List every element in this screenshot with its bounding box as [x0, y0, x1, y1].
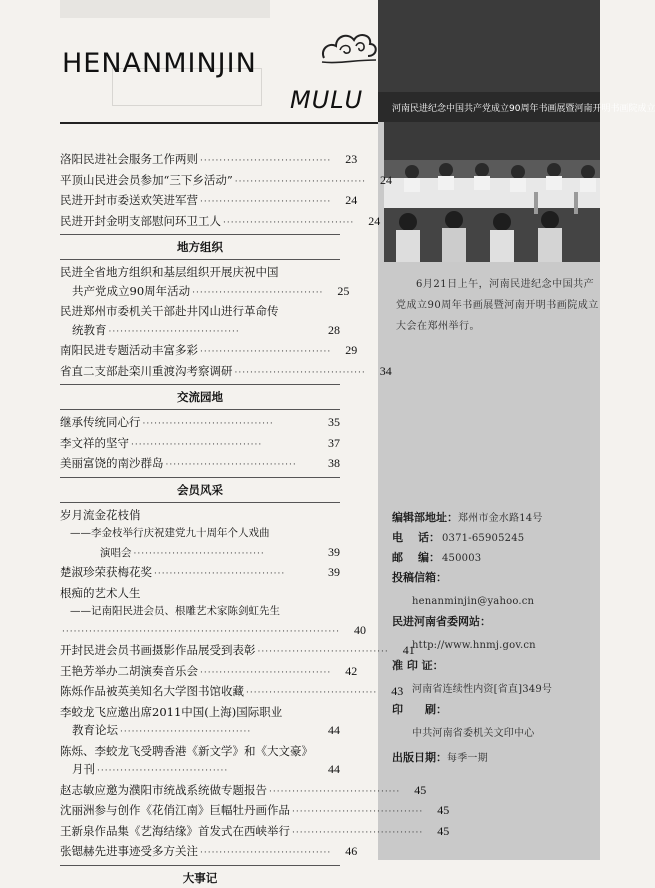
toc-leader-dots: ········································································ — [62, 626, 340, 637]
toc-leader-dots: ·································· — [292, 827, 424, 838]
phone-label: 电 — [392, 531, 403, 544]
section-rule — [60, 384, 340, 385]
toc-entry-title: 民进开封金明支部慰问环卫工人 — [60, 213, 221, 228]
toc-entry[interactable] — [60, 662, 358, 683]
toc-entry[interactable] — [60, 263, 350, 302]
section-rule — [60, 259, 340, 260]
toc-entry-title: 平顶山民进会员参加“三下乡活动” — [60, 172, 233, 187]
postcode-label: 邮 — [392, 551, 403, 564]
section-heading-local-orgs: 地方组织 — [177, 240, 223, 254]
postcode-value: 450003 — [442, 553, 482, 564]
toc-entry[interactable] — [60, 341, 358, 362]
toc-entry-title: 南阳民进专题活动丰富多彩 — [60, 343, 198, 357]
toc-entry-title: 开封民进会员书画摄影作品展受到表彰 — [60, 643, 256, 657]
toc-entry[interactable] — [60, 150, 358, 171]
toc-entry-title: 民进开封市委送欢笑进军营 — [60, 193, 198, 207]
toc-entry-title: 沈丽洲参与创作《花俏江南》巨幅牡丹画作品 — [60, 803, 290, 817]
toc-entry-title: 楚淑珍荣获梅花奖 — [60, 565, 152, 579]
toc-entry-title: 根痴的艺术人生 — [60, 585, 141, 600]
toc-entry-title-cont: 共产党成立90周年活动 — [72, 283, 191, 298]
toc-entry[interactable] — [60, 584, 366, 642]
event-photo — [384, 122, 600, 262]
toc-entry-title: 洛阳民进社会服务工作两则 — [60, 152, 198, 166]
toc-entry-page: 45 — [437, 823, 450, 838]
toc-entry[interactable] — [60, 362, 392, 383]
section-heading-exchange: 交流园地 — [177, 390, 223, 404]
website-value-row — [392, 636, 597, 656]
toc-entry-title: 继承传统同心行 — [60, 415, 141, 429]
toc-entry-title: 李文祥的坚守 — [60, 435, 129, 450]
toc-entry-title-cont: 月刊 — [72, 762, 95, 776]
toc-entry-title: 陈烁、李蛟龙飞受聘香港《新文学》和《大文豪》 — [60, 743, 313, 758]
section-rule — [60, 865, 340, 866]
toc-entry-page: 44 — [328, 762, 340, 776]
toc-leader-dots: ·································· — [200, 667, 332, 678]
section-rule — [60, 477, 340, 478]
printer-label-row — [392, 700, 597, 720]
toc-entry[interactable] — [60, 842, 358, 863]
toc-entry-page: 44 — [328, 723, 340, 737]
photo-caption: 6月21日上午，河南民进纪念中国共产党成立90周年书画展暨河南开明书画院成立大会在郑州举行。 — [396, 279, 599, 332]
printer-label: 印 刷： — [392, 703, 447, 716]
website-label: 民进河南省委网站： — [392, 615, 491, 628]
toc-entry[interactable] — [60, 822, 450, 843]
toc-entry[interactable] — [60, 682, 404, 703]
toc-entry-page: 29 — [345, 343, 358, 357]
toc-entry[interactable] — [60, 563, 340, 584]
toc-entry-title-cont: 教育论坛 — [72, 723, 118, 737]
toc-entry-page: 24 — [368, 213, 381, 228]
header — [0, 0, 378, 140]
toc-entry-page: 23 — [345, 152, 358, 166]
toc-leader-dots: ·································· — [154, 569, 286, 579]
toc-entry[interactable] — [60, 171, 393, 192]
toc-leader-dots: ·································· — [142, 419, 274, 429]
magazine-title: HENANMINJIN — [62, 48, 257, 79]
license-value-row — [392, 680, 597, 700]
toc-entry-page: 38 — [328, 456, 340, 470]
email-label-row — [392, 568, 597, 588]
license-label-row — [392, 656, 597, 676]
toc-entry[interactable] — [60, 742, 340, 781]
cloud-emblem-icon — [318, 24, 380, 72]
website-label-row — [392, 612, 597, 632]
toc-entry-title: 赵志敏应邀为濮阳市统战系统做专题报告 — [60, 782, 267, 797]
toc-entry[interactable] — [60, 434, 340, 455]
toc-leader-dots: ·································· — [200, 347, 332, 357]
toc-entry-page: 40 — [353, 622, 366, 637]
toc-entry-subtitle-cont: 演唱会 — [100, 546, 132, 559]
email-label: 投稿信箱： — [392, 571, 447, 584]
toc-label: MULU — [290, 86, 364, 114]
license-label: 准 印 证： — [392, 659, 444, 672]
toc-leader-dots: ·································· — [120, 727, 252, 737]
toc-entry-page: 24 — [345, 193, 358, 207]
toc-entry-title: 民进全省地方组织和基层组织开展庆祝中国 — [60, 265, 279, 279]
toc-entry-title: 王新泉作品集《艺海结缘》首发式在西峡举行 — [60, 823, 290, 838]
photo-title-bar — [378, 92, 655, 122]
email-value: henanminjin@yahoo.cn — [412, 596, 535, 607]
date-value: 每季一期 — [447, 753, 488, 764]
toc-entry-title: 省直二支部赴栾川重渡沟考察调研 — [60, 363, 233, 378]
toc-entry[interactable] — [60, 191, 358, 212]
toc-entry[interactable] — [60, 302, 340, 341]
toc-entry-title: 岁月流金花枝俏 — [60, 507, 141, 522]
printer-value-row — [392, 724, 597, 744]
toc-entry-page: 43 — [391, 684, 404, 698]
header-rule — [60, 122, 378, 124]
right-panel-top — [378, 0, 600, 92]
photo-title: 河南民进纪念中国共产党成立90周年书画展暨河南开明书画院成立 — [392, 103, 655, 114]
event-photo-image — [384, 122, 600, 262]
toc-entry[interactable] — [60, 454, 340, 475]
section-rule — [60, 409, 340, 410]
toc-entry-page: 41 — [402, 643, 415, 657]
toc-leader-dots: ·································· — [269, 786, 401, 797]
section-heading-members: 会员风采 — [177, 482, 223, 497]
toc-leader-dots: ·································· — [257, 647, 389, 657]
license-value: 河南省连续性内资[省直]349号 — [412, 684, 553, 695]
toc-leader-dots: ·································· — [234, 176, 367, 187]
address-value: 郑州市金水路14号 — [458, 513, 543, 524]
toc-leader-dots: ·································· — [192, 287, 324, 298]
toc-leader-dots: ·································· — [200, 197, 332, 207]
toc-entry-title-cont: 统教育 — [72, 322, 107, 337]
toc-entry-page: 25 — [337, 283, 350, 298]
address-label: 编辑部地址： — [392, 511, 458, 524]
toc-entry[interactable] — [60, 413, 340, 434]
toc-entry-title: 美丽富饶的南沙群岛 — [60, 456, 164, 470]
toc-entry-page: 45 — [414, 782, 427, 797]
phone-label-2: 话： — [418, 531, 440, 544]
address-row — [392, 508, 597, 528]
toc-entry[interactable] — [60, 212, 381, 233]
toc-entry-page: 39 — [328, 565, 340, 579]
toc-entry[interactable] — [60, 703, 340, 742]
toc-entry-title: 李蛟龙飞应邀出席2011中国(上海)国际职业 — [60, 704, 283, 719]
toc-leader-dots: ·································· — [108, 326, 240, 337]
toc-entry-subtitle: ——记南阳民进会员、根雕艺术家陈剑虹先生 — [70, 605, 280, 617]
toc-leader-dots: ·································· — [234, 367, 366, 378]
toc-entry-page: 46 — [345, 844, 358, 858]
phone-value: 0371-65905245 — [442, 533, 525, 544]
toc-entry-page: 34 — [379, 363, 392, 378]
toc-leader-dots: ·································· — [200, 156, 332, 166]
toc-leader-dots: ·································· — [165, 460, 297, 470]
email-value-row — [392, 592, 597, 612]
printer-value: 中共河南省委机关文印中心 — [412, 728, 535, 739]
toc-entry[interactable] — [60, 801, 450, 822]
toc-entry[interactable] — [60, 506, 340, 564]
toc-entry-page: 28 — [328, 322, 340, 337]
toc-leader-dots: ·································· — [292, 807, 424, 817]
toc-entry-page: 35 — [328, 415, 340, 429]
toc-leader-dots: ·································· — [246, 688, 378, 698]
toc-entry-title: 陈烁作品被英美知名大学图书馆收藏 — [60, 684, 244, 698]
toc-leader-dots: ·································· — [133, 548, 265, 559]
phone-row — [392, 528, 597, 548]
toc-entry[interactable] — [60, 781, 427, 802]
contact-info — [392, 508, 597, 768]
toc-entry[interactable] — [60, 641, 415, 662]
toc-entry-subtitle: ——李金枝举行庆祝建党九十周年个人戏曲 — [70, 527, 270, 539]
section-heading-events: 大事记 — [182, 870, 218, 885]
date-label: 出版日期： — [392, 751, 447, 764]
toc-leader-dots: ·································· — [200, 848, 332, 858]
website-value: http://www.hnmj.gov.cn — [412, 640, 536, 651]
postcode-label-2: 编： — [418, 551, 440, 564]
toc-leader-dots: ·································· — [97, 766, 229, 776]
toc-entry-title: 民进郑州市委机关干部赴井冈山进行革命传 — [60, 304, 279, 318]
toc-entry-title: 王艳芳举办二胡演奏音乐会 — [60, 663, 198, 678]
section-rule — [60, 234, 340, 235]
toc-entry-page: 24 — [380, 172, 393, 187]
toc-leader-dots: ·································· — [131, 439, 263, 450]
postcode-row — [392, 548, 597, 568]
toc-entry-page: 42 — [345, 663, 358, 678]
section-rule — [60, 502, 340, 503]
toc-entry-title: 张锶赫先进事迹受多方关注 — [60, 844, 198, 858]
toc-leader-dots: ·································· — [223, 217, 355, 228]
toc-entry-page: 39 — [328, 544, 340, 559]
toc-entry-page: 45 — [437, 803, 450, 817]
toc-entry-page: 37 — [328, 435, 340, 450]
date-row — [392, 748, 597, 768]
